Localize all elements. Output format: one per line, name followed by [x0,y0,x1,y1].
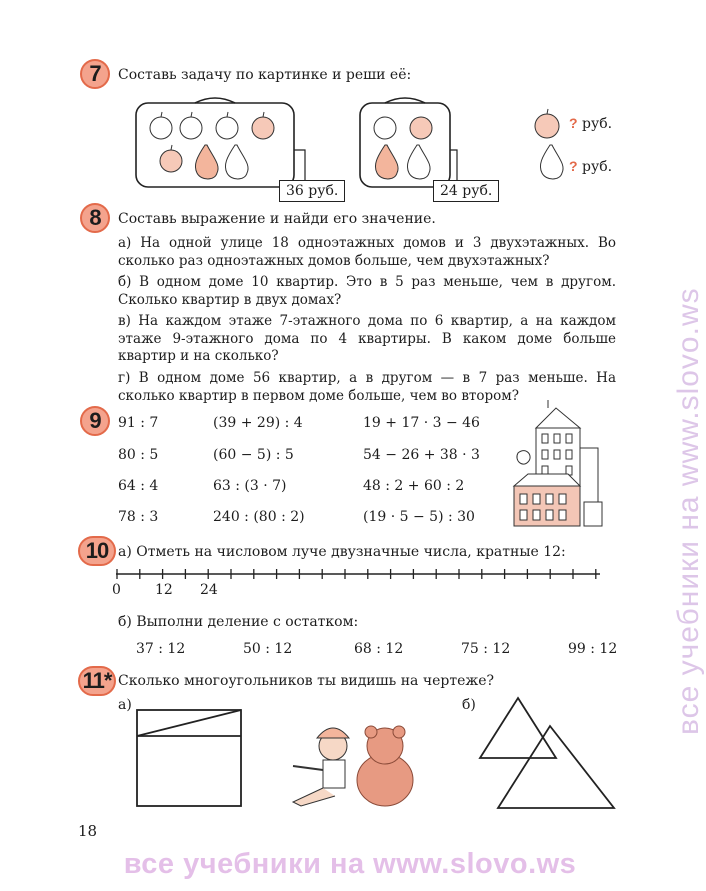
task-7-badge: 7 [80,59,110,89]
ray-label-0: 0 [112,582,121,598]
figure-b [478,694,618,812]
box-2-price: 24 руб. [433,180,499,202]
task-11-prompt: Сколько многоугольников ты видишь на чертеже? [118,673,495,689]
expr-2-1: (39 + 29) : 4 [213,415,303,431]
expr-3-4: (19 · 5 − 5) : 30 [363,509,475,525]
kids-illustration [285,710,425,810]
expr-2-2: (60 − 5) : 5 [213,447,294,463]
apple-price-legend: ? руб. [569,115,613,132]
task-8-c: в) На каждом этаже 7-этажного дома по 6 квартир, а на каждом этаже 9-этажного дома по 4 квартиры. В каком доме больше квартир и на сколько? [118,313,616,364]
task-8-d: г) В одном доме 56 квартир, а в другом — в 7 раз меньше. На сколько квартир в первом доме больше, чем во втором? [118,370,616,404]
division-5: 99 : 12 [568,641,618,657]
division-3: 68 : 12 [354,641,404,657]
figure-a [135,706,245,810]
box-1-price: 36 руб. [279,180,345,202]
ray-label-24: 24 [200,582,218,598]
expr-1-2: 80 : 5 [118,447,159,463]
task-11-badge: 11* [78,666,116,696]
expr-2-4: 240 : (80 : 2) [213,509,305,525]
number-ray [110,565,610,581]
task-10-a: а) Отметь на числовом луче двузначные числа, кратные 12: [118,544,566,560]
expr-3-2: 54 − 26 + 38 · 3 [363,447,480,463]
pear-price-legend: ? руб. [569,158,613,175]
figure-b-label: б) [462,697,476,713]
task-7-prompt: Составь задачу по картинке и реши её: [118,67,412,83]
task-7-illustration [135,95,635,205]
division-2: 50 : 12 [243,641,293,657]
task-8-badge: 8 [80,203,110,233]
expr-3-3: 48 : 2 + 60 : 2 [363,478,465,494]
task-9-badge: 9 [80,406,110,436]
page-number: 18 [78,822,98,840]
task-10-b: б) Выполни деление с остатком: [118,614,359,630]
ray-label-12: 12 [155,582,173,598]
expr-1-4: 78 : 3 [118,509,159,525]
house-illustration [508,398,608,530]
figure-a-label: а) [118,697,132,713]
bottom-watermark: все учебники на www.slovo.ws [123,848,577,880]
task-8-b: б) В одном доме 10 квартир. Это в 5 раз меньше, чем в другом. Сколько квартир в двух домах? [118,274,616,308]
task-10-badge: 10 [78,536,116,566]
task-8-prompt: Составь выражение и найди его значение. [118,211,436,227]
expr-1-3: 64 : 4 [118,478,159,494]
division-1: 37 : 12 [136,641,186,657]
expr-2-3: 63 : (3 · 7) [213,478,287,494]
expr-3-1: 19 + 17 · 3 − 46 [363,415,480,431]
expr-1-1: 91 : 7 [118,415,159,431]
division-4: 75 : 12 [461,641,511,657]
task-8-a: а) На одной улице 18 одноэтажных домов и 3 двухэтажных. Во сколько раз одноэтажных домов больше, чем двухэтажных? [118,235,616,269]
